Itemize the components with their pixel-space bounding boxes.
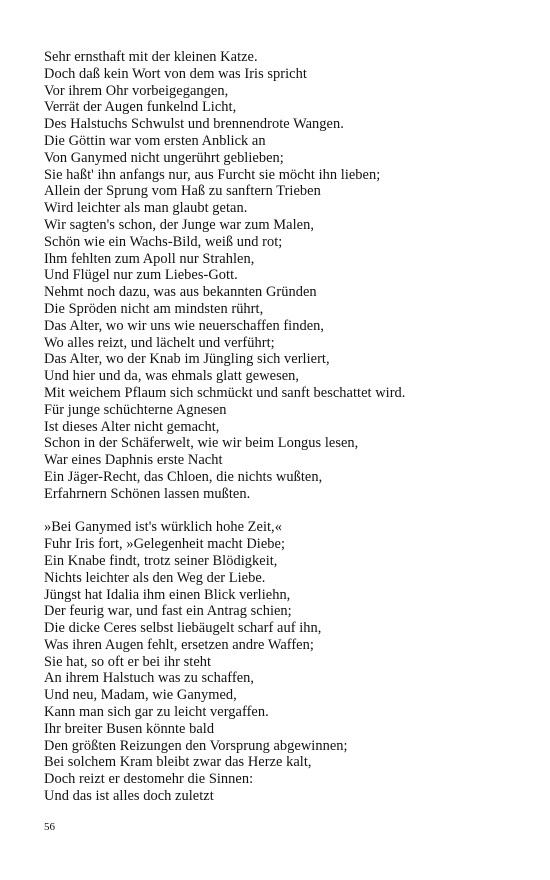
verse-line: Ihm fehlten zum Apoll nur Strahlen, [44, 250, 255, 267]
verse-line: Wo alles reizt, und lächelt und verführt; [44, 334, 275, 351]
verse-line: Und das ist alles doch zuletzt [44, 788, 214, 805]
page-number: 56 [44, 821, 55, 833]
verse-line: Für junge schüchterne Agnesen [44, 401, 227, 418]
verse-line: Die Göttin war vom ersten Anblick an [44, 132, 266, 149]
verse-line: Verrät der Augen funkelnd Licht, [44, 99, 237, 116]
verse-line: Und Flügel nur zum Liebes-Gott. [44, 267, 238, 284]
verse-line: Des Halstuchs Schwulst und brennendrote Wangen. [44, 116, 344, 133]
verse-line: Ist dieses Alter nicht gemacht, [44, 418, 220, 435]
verse-line: Ein Knabe findt, trotz seiner Blödigkeit, [44, 552, 278, 569]
verse-line: Wir sagten's schon, der Junge war zum Malen, [44, 216, 314, 233]
verse-line: Von Ganymed nicht ungerührt geblieben; [44, 149, 284, 166]
verse-line: Fuhr Iris fort, »Gelegenheit macht Diebe; [44, 536, 286, 553]
verse-line: Nehmt noch dazu, was aus bekannten Gründen [44, 284, 317, 301]
verse-line: War eines Daphnis erste Nacht [44, 452, 223, 469]
verse-line: Ein Jäger-Recht, das Chloen, die nichts wußten, [44, 468, 323, 485]
verse-line: Schön wie ein Wachs-Bild, weiß und rot; [44, 233, 283, 250]
verse-line: Mit weichem Pflaum sich schmückt und sanft beschattet wird. [44, 384, 406, 401]
verse-line: Den größten Reizungen den Vorsprung abgewinnen; [44, 737, 348, 754]
verse-line: Das Alter, wo wir uns wie neuerschaffen finden, [44, 317, 325, 334]
verse-line: Sie haßt' ihn anfangs nur, aus Furcht sie möcht ihn lieben; [44, 166, 381, 183]
verse-line: Schon in der Schäferwelt, wie wir beim Longus lesen, [44, 435, 359, 452]
verse-line: Doch daß kein Wort von dem was Iris spricht [44, 65, 307, 82]
verse-line: Und neu, Madam, wie Ganymed, [44, 687, 237, 704]
verse-line: Kann man sich gar zu leicht vergaffen. [44, 704, 269, 721]
verse-line: Erfahrnern Schönen lassen mußten. [44, 485, 251, 502]
verse-line: Jüngst hat Idalia ihm einen Blick verliehn, [44, 586, 291, 603]
stanza [44, 49, 544, 503]
verse-line: Vor ihrem Ohr vorbeigegangen, [44, 82, 229, 99]
verse-line: An ihrem Halstuch was zu schaffen, [44, 670, 255, 687]
verse-line: Nichts leichter als den Weg der Liebe. [44, 569, 266, 586]
verse-line: Ihr breiter Busen könnte bald [44, 720, 215, 737]
verse-line: Sehr ernsthaft mit der kleinen Katze. [44, 49, 258, 65]
verse-line: Das Alter, wo der Knab im Jüngling sich verliert, [44, 351, 330, 368]
verse-line: Die dicke Ceres selbst liebäugelt scharf auf ihn, [44, 620, 322, 637]
verse-line: Und hier und da, was ehmals glatt gewesen, [44, 368, 300, 385]
poem-text [44, 49, 544, 805]
verse-line: Allein der Sprung vom Haß zu sanftern Trieben [44, 183, 321, 200]
verse-line: Doch reizt er destomehr die Sinnen: [44, 771, 254, 788]
verse-line: Wird leichter als man glaubt getan. [44, 200, 248, 217]
verse-line: Was ihren Augen fehlt, ersetzen andre Waffen; [44, 636, 314, 653]
verse-line: Bei solchem Kram bleibt zwar das Herze kalt, [44, 754, 312, 771]
verse-line: Sie hat, so oft er bei ihr steht [44, 653, 212, 670]
stanza [44, 519, 544, 805]
verse-line: »Bei Ganymed ist's würklich hohe Zeit,« [44, 519, 282, 536]
verse-line: Die Spröden nicht am mindsten rührt, [44, 300, 264, 317]
verse-line: Der feurig war, und fast ein Antrag schien; [44, 603, 292, 620]
